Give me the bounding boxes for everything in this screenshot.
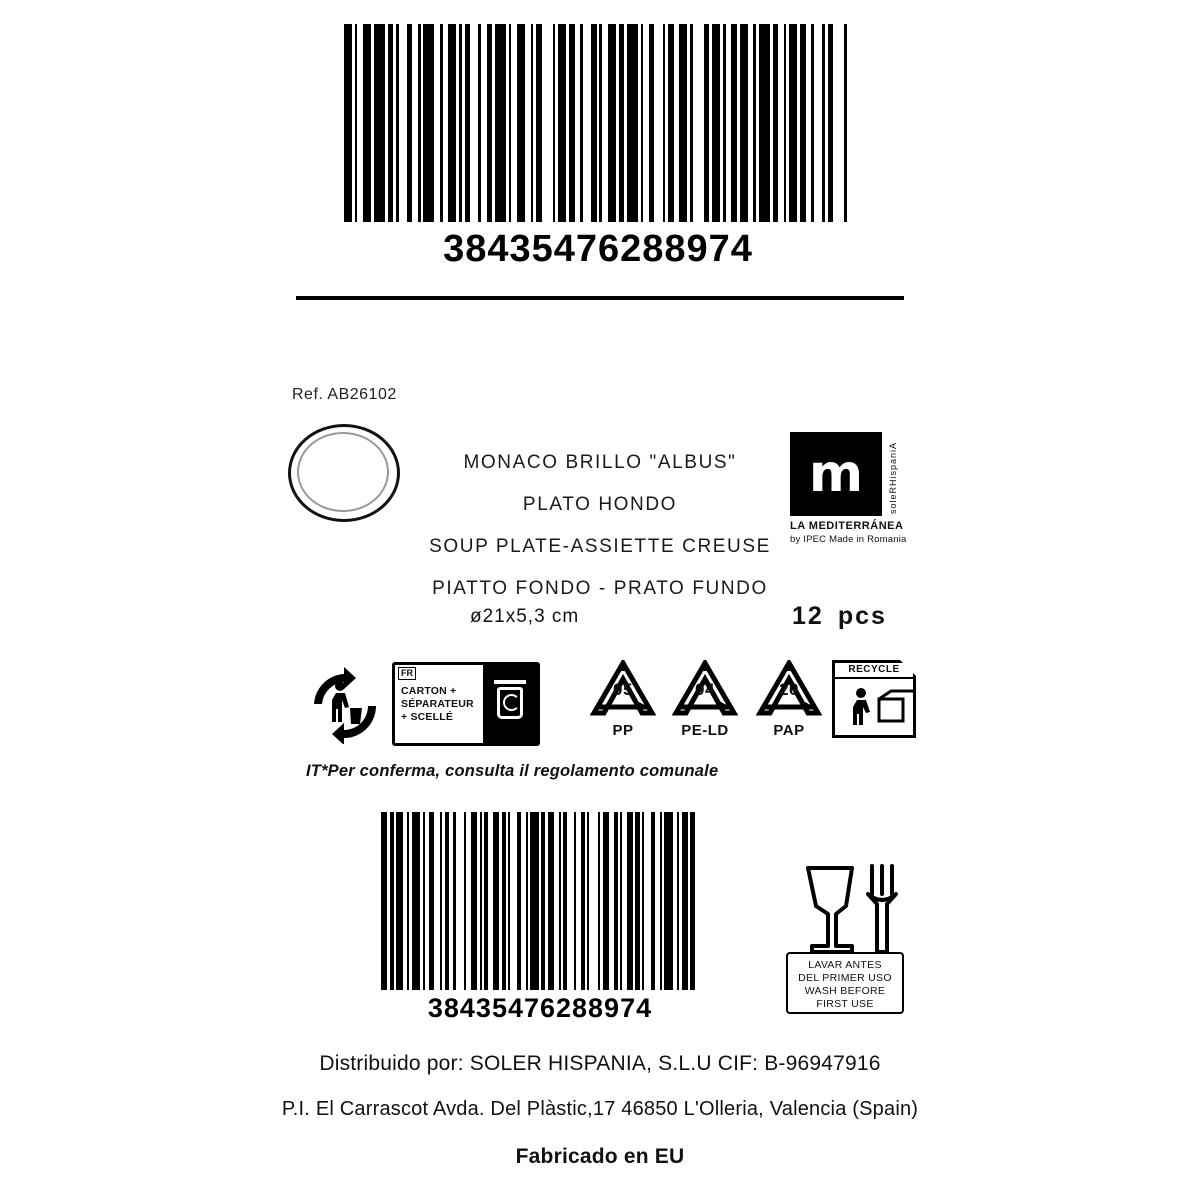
barcode-top <box>318 24 878 271</box>
barcode-bottom <box>360 812 720 1024</box>
bin-arrow <box>503 694 520 711</box>
recycle-bin-icon <box>483 665 537 743</box>
brand-side-text: soleRHispaniA <box>888 441 898 514</box>
material-symbol-peld <box>668 660 742 746</box>
quantity-value: 12 <box>792 602 824 630</box>
distributor-line: Distribuido por: SOLER HISPANIA, S.L.U CIF: B-96947916 <box>319 1052 881 1075</box>
barcode-top-digits: 38435476288974 <box>443 228 753 270</box>
wash-line-2: DEL PRIMER USO <box>798 972 892 984</box>
wash-line-3: WASH BEFORE <box>804 985 886 997</box>
manufacture-origin: Fabricado en EU <box>515 1145 685 1168</box>
material-code-peld: 04 <box>695 680 715 699</box>
product-line-4: PIATTO FONDO - PRATO FUNDO <box>432 578 768 599</box>
product-line-2: PLATO HONDO <box>522 494 678 515</box>
address-line: P.I. El Carrascot Avda. Del Plàstic,17 46850 L'Olleria, Valencia (Spain) <box>281 1098 919 1120</box>
wash-before-use-box <box>786 952 904 1014</box>
recycle-box-corner <box>900 660 916 676</box>
product-dimensions: ø21x5,3 cm <box>470 606 580 627</box>
brand-block <box>790 432 920 545</box>
product-quantity <box>792 602 887 631</box>
fr-instruction-text: CARTON + SÉPARATEUR + SCELLÉ <box>401 685 474 723</box>
fr-packaging-instruction-icon <box>392 662 540 746</box>
barcode-top-bars <box>344 24 853 222</box>
mobius-triangle-icon <box>590 660 656 720</box>
mobius-triangle-icon <box>756 660 822 720</box>
mobius-triangle-icon <box>672 660 738 720</box>
plate-inner-rim <box>297 432 389 512</box>
recycling-icon-row <box>296 660 916 758</box>
plate-illustration-icon <box>288 424 406 528</box>
material-symbol-pap <box>752 660 826 746</box>
recycle-box-label: RECYCLE <box>835 663 913 679</box>
reference-text: Ref. AB26102 <box>292 386 397 403</box>
brand-logo-icon: m <box>790 432 882 516</box>
wash-line-4: FIRST USE <box>816 998 874 1010</box>
recycle-box-icon <box>832 660 916 738</box>
brand-subtext: by IPEC Made in Romania <box>790 534 907 545</box>
material-name-peld: PE-LD <box>681 722 729 739</box>
material-code-pap: 20 <box>779 680 799 699</box>
product-line-3: SOUP PLATE-ASSIETTE CREUSE <box>429 536 771 557</box>
material-symbol-pp <box>586 660 660 746</box>
brand-name: LA MEDITERRÁNEA <box>790 520 904 532</box>
recycle-box-figure-icon <box>835 679 913 735</box>
italian-note: IT*Per conferma, consulta il regolamento comunale <box>306 762 719 780</box>
footer-block <box>0 1052 1200 1169</box>
fr-country-tag: FR <box>398 667 416 680</box>
tidyman-icon <box>306 664 384 744</box>
material-code-pp: 05 <box>613 680 633 699</box>
barcode-bottom-bars <box>381 812 699 990</box>
material-name-pp: PP <box>612 722 634 739</box>
quantity-unit: pcs <box>837 602 887 630</box>
material-name-pap: PAP <box>773 722 805 739</box>
product-line-1: MONACO BRILLO "ALBUS" <box>463 452 737 473</box>
separator-line <box>296 296 904 300</box>
wash-line-1: LAVAR ANTES <box>808 959 882 971</box>
bin-lid <box>494 680 526 684</box>
product-description <box>420 452 780 620</box>
barcode-bottom-digits: 38435476288974 <box>427 993 653 1023</box>
